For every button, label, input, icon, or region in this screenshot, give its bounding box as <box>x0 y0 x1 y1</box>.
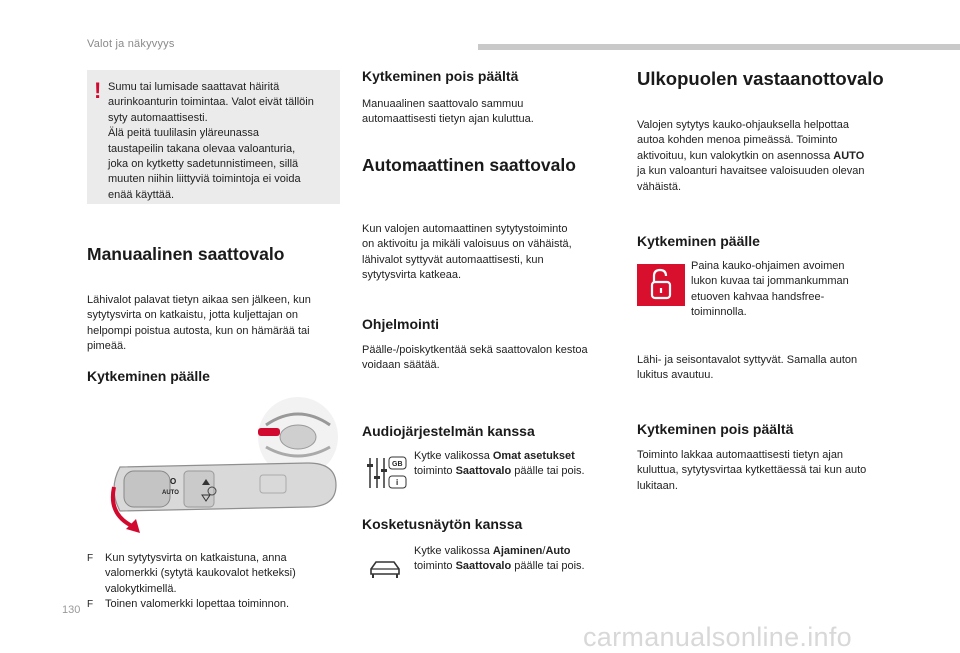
svg-text:i: i <box>396 478 399 487</box>
manual-off-title: Kytkeminen pois päältä <box>362 68 519 84</box>
manual-off-text: Manuaalinen saattovalo sammuu automaattisesti tietyn ajan kuluttua. <box>362 98 534 126</box>
step-1: F Kun sytytysvirta on katkaistuna, anna valomerkki (sytytä kaukovalot hetkeksi) valokytkimellä. <box>87 552 296 595</box>
welcome-off-title: Kytkeminen pois päältä <box>637 421 794 437</box>
touchscreen-title: Kosketusnäytön kanssa <box>362 516 523 532</box>
welcome-off-text: Toiminto lakkaa automaattisesti tietyn ajan kuluttua, sytytysvirtaa kytkettäessä tai kun auto lukitaan. <box>637 449 867 492</box>
unlock-icon <box>637 264 685 306</box>
section-header: Valot ja näkyvyys <box>87 38 175 50</box>
step-2: F Toinen valomerkki lopettaa toiminnon. <box>87 598 290 611</box>
page-number: 130 <box>62 604 81 616</box>
welcome-light-title: Ulkopuolen vastaanottovalo <box>637 68 884 89</box>
light-stalk-illustration <box>100 395 345 535</box>
manual-steps <box>87 551 347 613</box>
watermark: carmanualsonline.info <box>583 622 852 652</box>
stalk-off-label: O <box>170 477 177 486</box>
stalk-highlight-icon <box>258 428 280 436</box>
car-icon <box>368 558 402 580</box>
welcome-light-intro: Valojen sytytys kauko-ohjauksella helpottaa autoa kohden menoa pimeässä. Toiminto aktivoituu, kun valokytkin on asennossa AUTO ja kun valoanturi havaitsee valoisuuden olevan vähäistä. <box>637 119 865 193</box>
welcome-on-text: Paina kauko-ohjaimen avoimen lukon kuvaa tai jommankumman etuoven kahvaa handsfree- toiminnolla. <box>691 260 849 319</box>
header-bar <box>478 44 960 50</box>
programming-title: Ohjelmointi <box>362 316 439 332</box>
manual-guide-title: Manuaalinen saattovalo <box>87 244 285 264</box>
warning-icon: ! <box>94 78 102 103</box>
audio-settings-icon <box>366 454 408 492</box>
auto-guide-text: Kun valojen automaattinen sytytystoiminto on aktivoitu ja mikäli valoisuus on vähäistä, lähivalot syttyvät automaattisesti, kun sytytysvirta katkeaa. <box>362 223 572 282</box>
manual-guide-intro: Lähivalot palavat tietyn aikaa sen jälkeen, kun sytytysvirta on katkaistu, jotta kuljettajan on helpompi poistua autosta, kun on hämärää tai pimeää. <box>87 294 311 353</box>
welcome-after-text: Lähi- ja seisontavalot syttyvät. Samalla auton lukitus avautuu. <box>637 354 858 382</box>
programming-text: Päälle-/poiskytkentää sekä saattovalon kestoa voidaan säätää. <box>362 344 588 372</box>
stalk-auto-label: AUTO <box>162 490 179 496</box>
auto-guide-title: Automaattinen saattovalo <box>362 155 576 175</box>
manual-on-title: Kytkeminen päälle <box>87 368 210 384</box>
audio-title: Audiojärjestelmän kanssa <box>362 423 535 439</box>
warning-text: Sumu tai lumisade saattavat häiritä aurinkoanturin toimintaa. Valot eivät tällöin syty automaattisesti. Älä peitä tuulilasin yläreunassa taustapeilin takana olevaa valoanturia, joka on kytketty sadetunnistimeen, sillä muuten niihin liittyviä toimintoja ei voida enää käyttää. <box>108 81 314 201</box>
unlock-tile <box>637 264 685 306</box>
audio-text: Kytke valikossa Omat asetukset toiminto Saattovalo päälle tai pois. <box>414 450 585 478</box>
welcome-on-title: Kytkeminen päälle <box>637 233 760 249</box>
touchscreen-text: Kytke valikossa Ajaminen/Auto toiminto Saattovalo päälle tai pois. <box>414 545 585 573</box>
svg-text:GB: GB <box>392 461 403 468</box>
